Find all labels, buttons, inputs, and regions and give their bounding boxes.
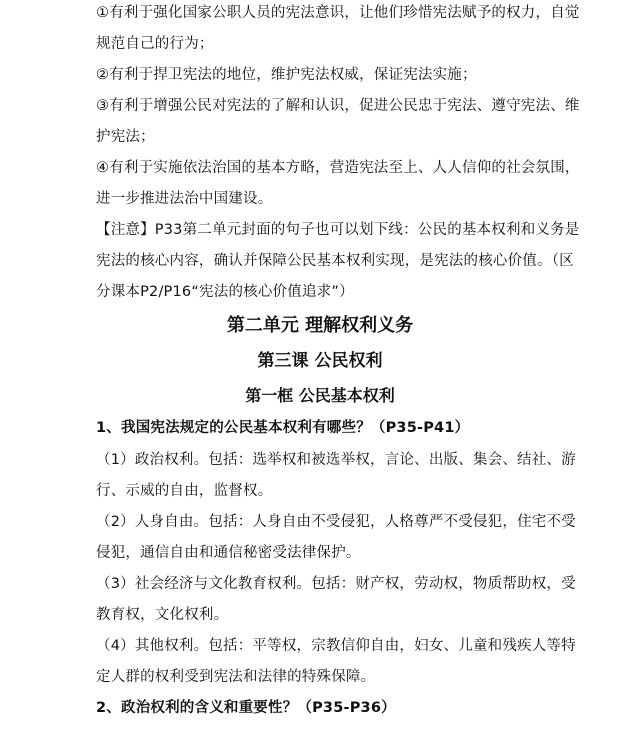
paragraph-line: ②有利于捍卫宪法的地位，维护宪法权威，保证宪法实施； (96, 67, 477, 83)
answer-line: 定人群的权利受到宪法和法律的特殊保障。 (96, 669, 376, 685)
answer-line: （1）政治权利。包括：选举权和被选举权，言论、出版、集会、结社、游 (96, 452, 576, 468)
section-heading: 第一框 公民基本权利 (245, 386, 395, 405)
lesson-heading: 第三课 公民权利 (257, 351, 383, 371)
unit-heading: 第二单元 理解权利义务 (226, 315, 414, 336)
paragraph-line: 规范自己的行为； (96, 36, 214, 52)
note-line: 分课本P2/P16“宪法的核心价值追求”） (96, 284, 354, 300)
answer-line: （2）人身自由。包括：人身自由不受侵犯，人格尊严不受侵犯，住宅不受 (96, 514, 576, 530)
paragraph-line: ④有利于实施依法治国的基本方略，营造宪法至上、人人信仰的社会氛围， (96, 160, 580, 176)
paragraph-line: ③有利于增强公民对宪法的了解和认识，促进公民忠于宪法、遵守宪法、维 (96, 98, 580, 114)
answer-line: （3）社会经济与文化教育权利。包括：财产权，劳动权，物质帮助权，受 (96, 576, 576, 592)
note-line: 【注意】P33第二单元封面的句子也可以划下线：公民的基本权利和义务是 (96, 222, 580, 238)
note-line: 宪法的核心内容，确认并保障公民基本权利实现，是宪法的核心价值。（区 (96, 253, 574, 269)
paragraph-line: 进一步推进法治中国建设。 (96, 191, 273, 207)
question-2-title: 2、政治权利的含义和重要性？（P35-P36） (96, 700, 396, 716)
paragraph-line: 护宪法； (96, 129, 155, 145)
answer-line: 侵犯，通信自由和通信秘密受法律保护。 (96, 545, 361, 561)
answer-line: 行、示威的自由，监督权。 (96, 483, 273, 499)
question-1-title: 1、我国宪法规定的公民基本权利有哪些？（P35-P41） (96, 420, 470, 436)
answer-line: （4）其他权利。包括：平等权，宗教信仰自由，妇女、儿童和残疾人等特 (96, 638, 576, 654)
paragraph-line: ①有利于强化国家公职人员的宪法意识，让他们珍惜宪法赋予的权力，自觉 (96, 5, 580, 21)
answer-line: 教育权，文化权利。 (96, 607, 229, 623)
